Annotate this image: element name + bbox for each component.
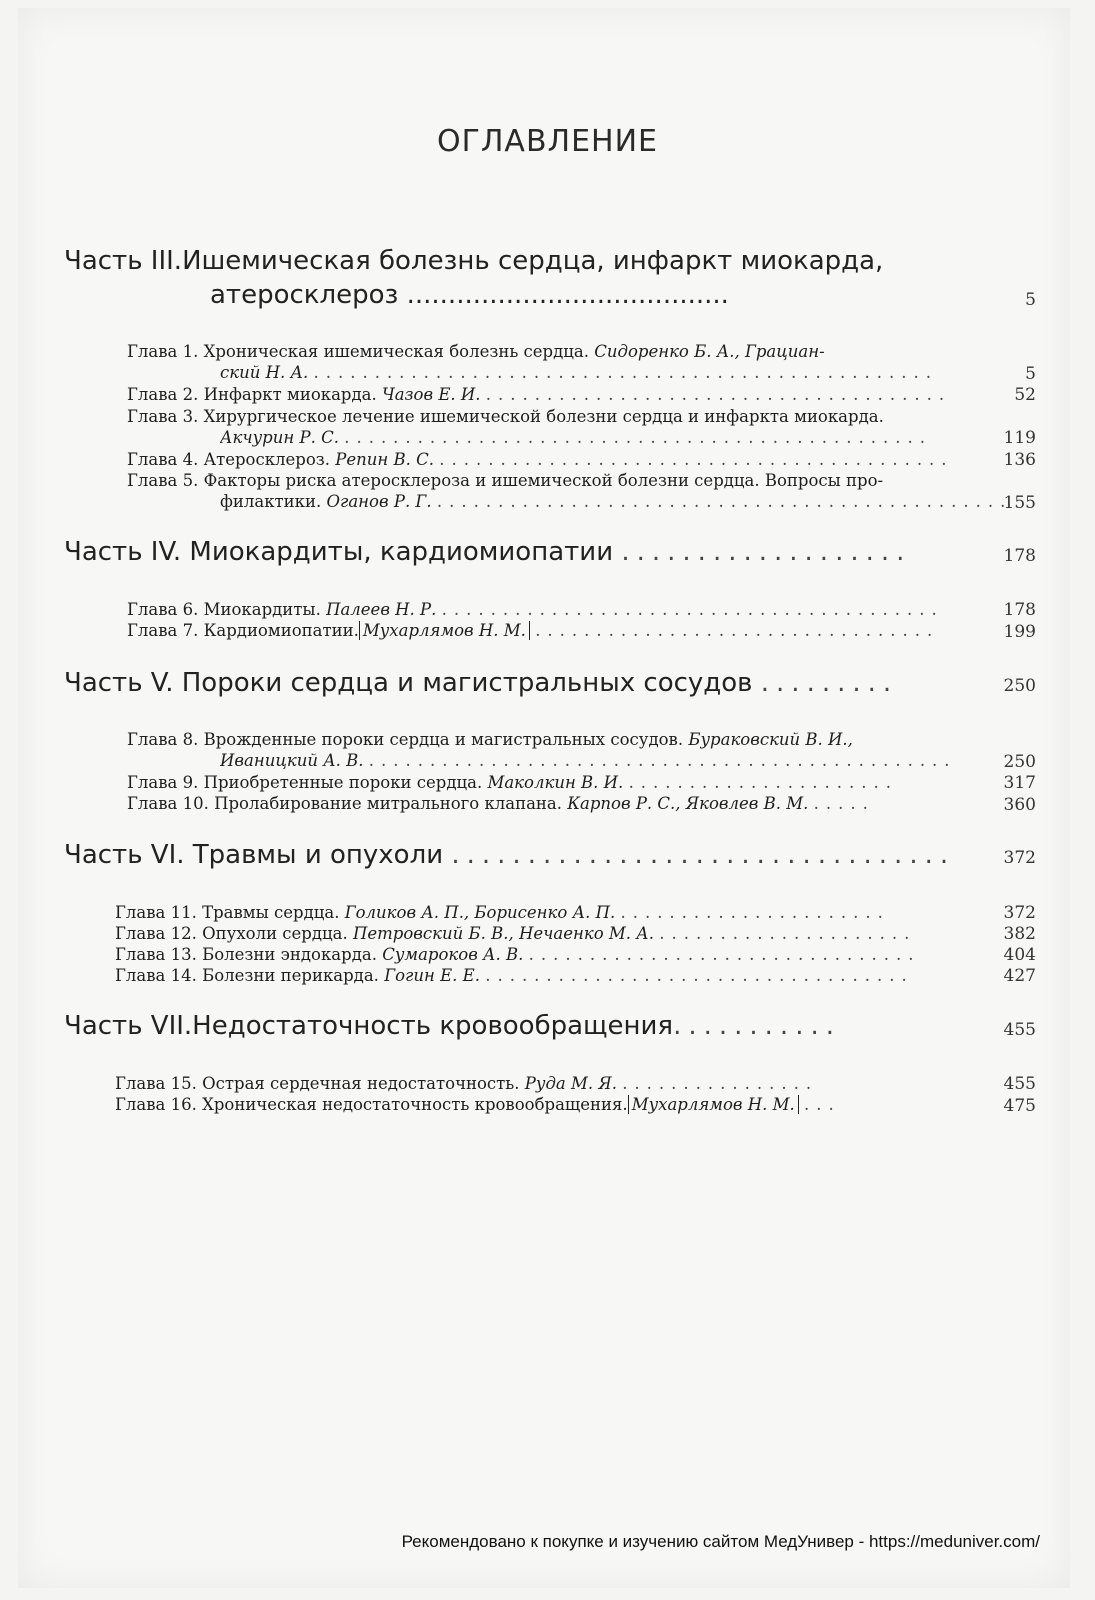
chapter-title-continued: филактики. (220, 492, 322, 511)
part-title: Миокардиты, кардиомиопатии (189, 537, 614, 567)
chapter-author: Сумароков А. В. (382, 945, 524, 964)
chapter-entry: Глава 9. Приобретенные пороки сердца. Маколкин В. И. ...................... (127, 773, 898, 792)
chapter-label: Глава 13. (115, 945, 197, 964)
page-number: 317 (1003, 773, 1036, 793)
chapter-author: Иваницкий А. В. (220, 751, 364, 770)
chapter-title: Инфаркт миокарда. (203, 385, 377, 404)
chapter-label: Глава 3. (127, 407, 199, 426)
chapter-entry: Глава 6. Миокардиты. Палеев Н. Р. ......................................... (127, 600, 944, 619)
chapter-title: Факторы риска атеросклероза и ишемической болезни сердца. Вопросы про- (203, 471, 884, 490)
chapter-label: Глава 2. (127, 385, 199, 404)
chapter-author: Палеев Н. Р. (326, 600, 437, 619)
chapter-entry (127, 471, 957, 490)
chapter-author: Чазов Е. И. (381, 385, 481, 404)
chapter-label: Глава 16. (115, 1095, 197, 1114)
chapter-title: Болезни эндокарда. (202, 945, 377, 964)
page-title: ОГЛАВЛЕНИЕ (436, 124, 659, 159)
chapter-title: Пролабирование митрального клапана. (214, 794, 562, 813)
chapter-author: Бураковский В. И., (688, 730, 853, 749)
page-number: 136 (1003, 450, 1036, 470)
part-heading: Часть IV. Миокардиты, кардиомиопатии ................... (64, 537, 912, 567)
chapter-label: Глава 14. (115, 966, 197, 985)
chapter-title: Болезни перикарда. (202, 966, 379, 985)
chapter-author: Акчурин Р. С. (220, 428, 339, 447)
chapter-author: Карпов Р. С., Яковлев В. М. (567, 794, 809, 813)
chapter-entry: Глава 16. Хроническая недостаточность кровообращения. Мухарлямов Н. М. ... (115, 1095, 841, 1114)
part-label: Часть VII. (64, 1011, 193, 1041)
chapter-author: Маколкин В. И. (487, 773, 624, 792)
part-heading-continued: атеросклероз ....................................... (210, 280, 729, 310)
page-number: 427 (1003, 966, 1036, 986)
page-number: 5 (1025, 290, 1036, 310)
page-number: 404 (1003, 945, 1036, 965)
chapter-author: Репин В. С. (335, 450, 435, 469)
page-number: 250 (1003, 676, 1036, 696)
chapter-label: Глава 9. (127, 773, 199, 792)
chapter-label: Глава 10. (127, 794, 209, 813)
page-number: 199 (1003, 622, 1036, 642)
chapter-author: Оганов Р. Г. (326, 492, 432, 511)
footer-note: Рекомендовано к покупке и изучению сайтом МедУнивер - https://meduniver.com/ (401, 1532, 1040, 1551)
chapter-label: Глава 5. (127, 471, 199, 490)
page-number: 455 (1003, 1020, 1036, 1040)
chapter-entry-continued: Акчурин Р. С. ................................................ (220, 428, 932, 447)
chapter-title: Атеросклероз. (203, 450, 331, 469)
chapter-author: Голиков А. П., Борисенко А. П. (344, 903, 616, 922)
part-heading: Часть VII.Недостаточность кровообращения........... (64, 1011, 841, 1041)
part-title: Травмы и опухоли (192, 840, 444, 870)
part-heading (64, 246, 964, 276)
page-number: 475 (1003, 1096, 1036, 1116)
chapter-title: Опухоли сердца. (202, 924, 348, 943)
page-number: 119 (1003, 428, 1036, 448)
part-label: Часть VI. (64, 840, 185, 870)
page-number: 250 (1003, 752, 1036, 772)
chapter-label: Глава 6. (127, 600, 199, 619)
part-label: Часть III. (64, 246, 183, 276)
chapter-label: Глава 8. (127, 730, 199, 749)
page-number: 360 (1003, 795, 1036, 815)
chapter-author: Сидоренко Б. А., Грациан- (594, 342, 825, 361)
part-title-continued: атеросклероз (210, 280, 399, 310)
chapter-entry-continued: Иваницкий А. В. ................................................ (220, 751, 957, 770)
chapter-author-boxed: Мухарлямов Н. М. (628, 1095, 799, 1114)
chapter-author: Руда М. Я. (524, 1074, 617, 1093)
page-number: 178 (1003, 546, 1036, 566)
page-number: 5 (1025, 364, 1036, 384)
chapter-label: Глава 12. (115, 924, 197, 943)
chapter-title: Хирургическое лечение ишемической болезни сердца и инфаркта миокарда. (203, 407, 884, 426)
chapter-entry: Глава 10. Пролабирование митрального клапана. Карпов Р. С., Яковлев В. М. ..... (127, 794, 875, 813)
chapter-author: Гогин Е. Е. (384, 966, 480, 985)
page-number: 52 (1014, 385, 1036, 405)
chapter-label: Глава 11. (115, 903, 197, 922)
chapter-entry-continued: филактики. Оганов Р. Г. ............................................... (220, 492, 1013, 511)
page-number: 455 (1003, 1074, 1036, 1094)
page-number: 372 (1003, 903, 1036, 923)
part-title: Ишемическая болезнь сердца, инфаркт миокарда, (182, 246, 884, 276)
chapter-title: Травмы сердца. (202, 903, 340, 922)
chapter-title: Приобретенные пороки сердца. (203, 773, 483, 792)
chapter-entry: Глава 4. Атеросклероз. Репин В. С. .......................................... (127, 450, 954, 469)
chapter-label: Глава 1. (127, 342, 199, 361)
chapter-title: Миокардиты. (203, 600, 321, 619)
page-number: 178 (1003, 600, 1036, 620)
chapter-entry (127, 730, 957, 749)
chapter-label: Глава 4. (127, 450, 199, 469)
chapter-author-boxed: Мухарлямов Н. М. (359, 621, 530, 640)
page-number: 372 (1003, 848, 1036, 868)
chapter-title: Хроническая недостаточность кровообращения. (202, 1095, 628, 1114)
chapter-author: ский Н. А. (220, 363, 309, 382)
part-heading: Часть V. Пороки сердца и магистральных сосудов ......... (64, 668, 899, 698)
chapter-entry: Глава 14. Болезни перикарда. Гогин Е. Е. ................................... (115, 966, 914, 985)
page-number: 155 (1003, 493, 1036, 513)
chapter-title: Кардиомиопатии. (203, 621, 359, 640)
chapter-title: Острая сердечная недостаточность. (202, 1074, 520, 1093)
chapter-entry (127, 342, 957, 361)
chapter-entry: Глава 7. Кардиомиопатии. Мухарлямов Н. М. ................................. (127, 621, 940, 640)
part-title: Недостаточность кровообращения (192, 1011, 674, 1041)
chapter-entry: Глава 15. Острая сердечная недостаточность. Руда М. Я. ................ (115, 1074, 819, 1093)
chapter-entry: Глава 12. Опухоли сердца. Петровский Б. В., Нечаенко М. А. ..................... (115, 924, 917, 943)
part-title: Пороки сердца и магистральных сосудов (181, 668, 753, 698)
part-label: Часть IV. (64, 537, 182, 567)
page-number: 382 (1003, 924, 1036, 944)
chapter-entry-continued: ский Н. А. ................................................... (220, 363, 938, 382)
chapter-label: Глава 15. (115, 1074, 197, 1093)
chapter-entry: Глава 2. Инфаркт миокарда. Чазов Е. И. ...................................... (127, 385, 952, 404)
chapter-entry (127, 407, 957, 426)
chapter-entry: Глава 11. Травмы сердца. Голиков А. П., Борисенко А. П. ...................... (115, 903, 890, 922)
chapter-entry: Глава 13. Болезни эндокарда. Сумароков А. В. ................................ (115, 945, 921, 964)
chapter-title: Врожденные пороки сердца и магистральных сосудов. (203, 730, 684, 749)
chapter-author: Петровский Б. В., Нечаенко М. А. (352, 924, 654, 943)
part-label: Часть V. (64, 668, 174, 698)
chapter-title: Хроническая ишемическая болезнь сердца. (203, 342, 589, 361)
chapter-label: Глава 7. (127, 621, 199, 640)
part-heading: Часть VI. Травмы и опухоли ................................. (64, 840, 956, 870)
